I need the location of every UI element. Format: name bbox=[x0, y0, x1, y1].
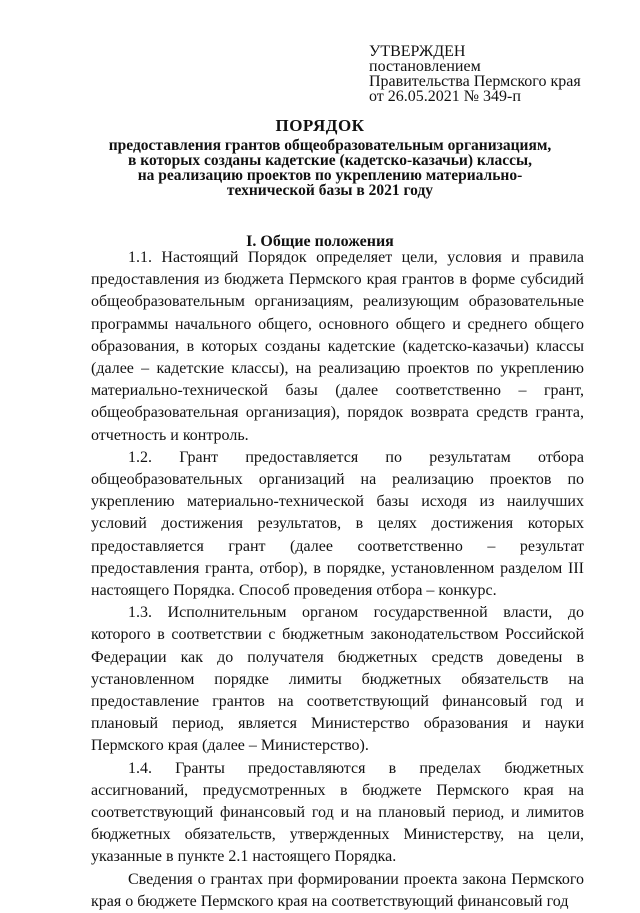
document-title: ПОРЯДОК bbox=[275, 116, 365, 135]
paragraph-1-3: 1.3. Исполнительным органом государственной власти, до которого в соответствии с бюджетным законодательством Российской Федерации как до получателя бюджетных средств доведены в установленном порядке лимиты бюджетных обязательств на предоставление грантов на соответствующий финансовый год и плановый период, является Министерство образования и науки Пермского края (далее – Министерство). bbox=[91, 604, 584, 755]
paragraph-1-2: 1.2. Грант предоставляется по результатам отбора общеобразовательных организаций на реализацию проектов по укреплению материально-технической базы исходя из наилучших условий достижения результатов, в целях достижения которых предоставляется грант (далее соответственно – результат предоставления гранта, отбор), в порядке, установленном разделом III настоящего Порядка. Способ проведения отбора – конкурс. bbox=[91, 448, 584, 600]
subtitle-line-4: технической базы в 2021 году bbox=[226, 182, 434, 199]
paragraph-1-1: 1.1. Настоящий Порядок определяет цели, условия и правила предоставления из бюджета Пермского края грантов в форме субсидий общеобразовательным организациям, реализующим образовательные программы начального общего, основного общего и среднего общего образования, в которых созданы кадетские (кадетско-казачьи) классы (далее – кадетские классы), на реализацию проектов по укреплению материально-технической базы (далее соответственно – грант, общеобразовательная организация), порядок возврата средств гранта, отчетность и контроль. bbox=[91, 249, 584, 444]
approval-line-4: от 26.05.2021 № 349-п bbox=[369, 88, 521, 105]
document-subtitle bbox=[80, 138, 580, 198]
section-heading: I. Общие положения bbox=[246, 233, 394, 250]
paragraph-grant-info: Сведения о грантах при формировании проекта закона Пермского края о бюджете Пермского края на соответствующий финансовый год bbox=[91, 870, 584, 910]
approval-stamp bbox=[369, 44, 581, 104]
approval-line-3: Правительства Пермского края bbox=[369, 73, 581, 90]
document-body bbox=[91, 247, 584, 913]
subtitle-line-1: предоставления грантов общеобразовательным организациям, bbox=[108, 137, 552, 154]
approval-line-2: постановлением bbox=[369, 58, 481, 75]
subtitle-line-2: в которых созданы кадетские (кадетско-казачьи) классы, bbox=[127, 152, 533, 169]
paragraph-1-4: 1.4. Гранты предоставляются в пределах бюджетных ассигнований, предусмотренных в бюджете Пермского края на соответствующий финансовый год и на плановый период, и лимитов бюджетных обязательств, утвержденных Министерству, на цели, указанные в пункте 2.1 настоящего Порядка. bbox=[91, 759, 584, 866]
subtitle-line-3: на реализацию проектов по укреплению материально- bbox=[137, 167, 523, 184]
approval-line-1: УТВЕРЖДЕН bbox=[369, 43, 466, 60]
